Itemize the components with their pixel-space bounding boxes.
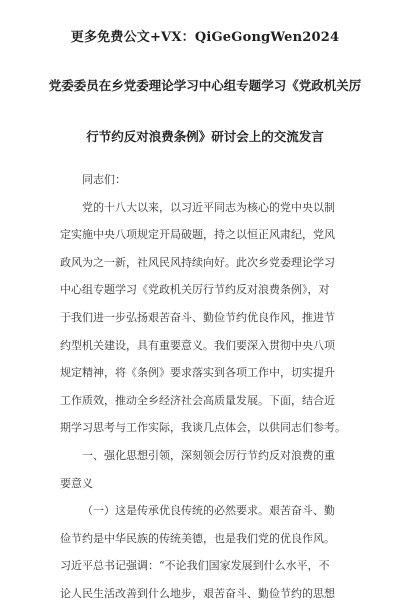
body-line: 党的十八大以来，以习近平同志为核心的党中央以制 bbox=[82, 200, 335, 214]
document-title-line-1: 党委委员在乡党委理论学习中心组专题学习《党政机关厉 bbox=[48, 78, 362, 93]
section-heading: 一、强化思想引领，深刻领会厉行节约反对浪费的重 bbox=[82, 448, 335, 462]
body-line: 规定精神，将《条例》要求落实到各项工作中，切实提升 bbox=[60, 366, 335, 380]
body-line: 于我们进一步弘扬艰苦奋斗、勤俭节约优良作风，推进节 bbox=[60, 310, 335, 324]
document-body bbox=[60, 166, 360, 608]
watermark-header: 更多免费公文+VX：QiGeGongWen2024 bbox=[70, 30, 340, 45]
body-line: 论人民生活改善到什么地步，艰苦奋斗、勤俭节约的思想 bbox=[60, 586, 335, 600]
body-line: 工作质效，推动全乡经济社会高质量发展。下面，结合近 bbox=[60, 393, 335, 407]
section-heading-continued: 要意义 bbox=[60, 476, 93, 490]
subsection-heading: （一）这是传承优良传统的必然要求。艰苦奋斗、勤 bbox=[82, 504, 335, 518]
document-title-line-2: 行节约反对浪费条例》研讨会上的交流发言 bbox=[86, 129, 324, 144]
body-line: 中心组专题学习《党政机关厉行节约反对浪费条例》，对 bbox=[60, 283, 330, 297]
body-line: 定实施中央八项规定开局破题，持之以恒正风肃纪，党风 bbox=[60, 228, 335, 242]
body-line: 俭节约是中华民族的传统美德，也是我们党的优良作风。 bbox=[60, 531, 335, 545]
body-line: 习近平总书记强调：“不论我们国家发展到什么水平，不 bbox=[60, 559, 330, 573]
body-line: 政风为之一新，社风民风持续向好。此次乡党委理论学习 bbox=[60, 255, 335, 269]
body-line: 期学习思考与工作实际，我谈几点体会，以供同志们参考。 bbox=[60, 421, 346, 435]
body-line: 约型机关建设，具有重要意义。我们要深入贯彻中央八项 bbox=[60, 338, 335, 352]
salutation: 同志们： bbox=[82, 173, 126, 186]
